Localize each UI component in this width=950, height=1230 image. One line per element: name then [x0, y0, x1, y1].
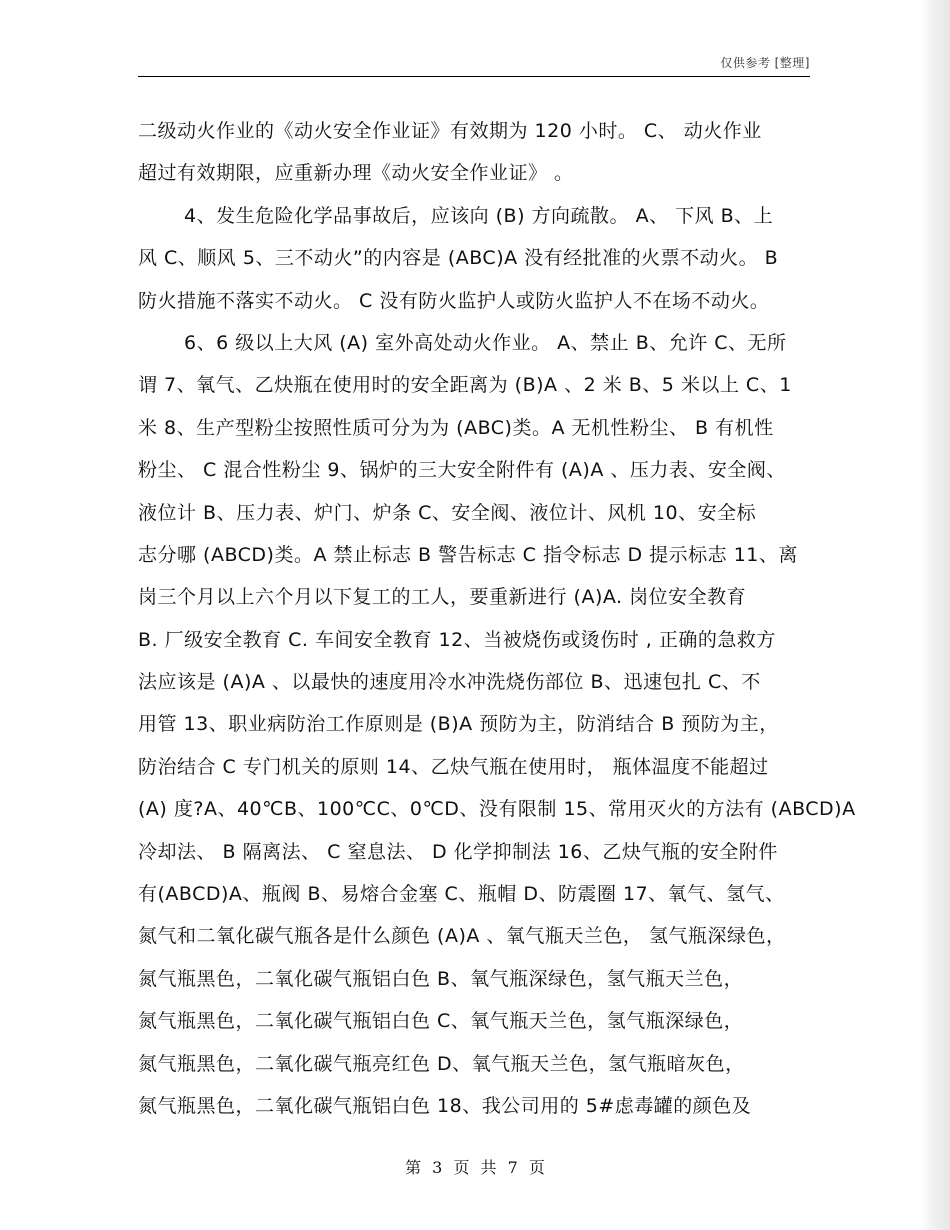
text-line: (A) 度?A、40℃B、100℃C、0℃D、没有限制 15、常用灭火的方法有 (ABCD)A: [138, 798, 856, 821]
text-line: 液位计 B、压力表、炉门、炉条 C、安全阀、液位计、风机 10、安全标: [138, 501, 757, 524]
text-line: 有(ABCD)A、瓶阀 B、易熔合金塞 C、瓶帽 D、防震圈 17、氧气、氢气、: [138, 883, 785, 906]
text-line: 氮气和二氧化碳气瓶各是什么颜色 (A)A 、氧气瓶天兰色， 氢气瓶深绿色，: [138, 925, 786, 948]
text-line: 6、6 级以上大风 (A) 室外高处动火作业。 A、禁止 B、允许 C、无所: [184, 331, 787, 354]
header-note: 仅供参考 [整理]: [720, 56, 810, 70]
text-line: 志分哪 (ABCD)类。A 禁止标志 B 警告标志 C 指令标志 D 提示标志 11、离: [138, 543, 798, 566]
page-number: 第 3 页 共 7 页: [405, 1158, 545, 1177]
text-line: 二级动火作业的《动火安全作业证》有效期为 120 小时。 C、 动火作业: [138, 120, 762, 142]
body-text: [138, 110, 856, 1127]
text-line: 岗三个月以上六个月以下复工的工人，要重新进行 (A)A. 岗位安全教育: [138, 586, 747, 609]
text-line: 4、发生危险化学品事故后，应该向 (B) 方向疏散。 A、 下风 B、上: [184, 204, 774, 227]
text-line: 氮气瓶黑色，二氧化碳气瓶铝白色 18、我公司用的 5#虑毒罐的颜色及: [138, 1094, 752, 1117]
text-line: 防治结合 C 专门机关的原则 14、乙炔气瓶在使用时， 瓶体温度不能超过: [138, 755, 769, 778]
text-line: 法应该是 (A)A 、以最快的速度用冷水冲洗烧伤部位 B、迅速包扎 C、不: [138, 671, 761, 694]
header-divider: [138, 76, 810, 77]
text-line: 谓 7、氧气、乙炔瓶在使用时的安全距离为 (B)A 、2 米 B、5 米以上 C、1: [138, 374, 792, 397]
text-line: 冷却法、 B 隔离法、 C 窒息法、 D 化学抑制法 16、乙炔气瓶的安全附件: [138, 840, 778, 863]
text-line: 氮气瓶黑色，二氧化碳气瓶铝白色 C、氧气瓶天兰色，氢气瓶深绿色，: [138, 1010, 744, 1033]
text-line: 粉尘、 C 混合性粉尘 9、锅炉的三大安全附件有 (A)A 、压力表、安全阀、: [138, 459, 786, 482]
text-line: 超过有效期限，应重新办理《动火安全作业证》 。: [138, 162, 574, 185]
text-line: 氮气瓶黑色，二氧化碳气瓶亮红色 D、氧气瓶天兰色，氢气瓶暗灰色，: [138, 1052, 745, 1075]
text-line: 用管 13、职业病防治工作原则是 (B)A 预防为主，防消结合 B 预防为主，: [138, 713, 779, 736]
text-line: B. 厂级安全教育 C. 车间安全教育 12、当被烧伤或烫伤时 , 正确的急救方: [138, 628, 776, 651]
page-edge-shadow: [922, 0, 950, 1230]
text-line: 氮气瓶黑色，二氧化碳气瓶铝白色 B、氧气瓶深绿色，氢气瓶天兰色，: [138, 967, 744, 990]
text-line: 风 C、顺风 5、三不动火”的内容是 (ABC)A 没有经批准的火票不动火。 B: [138, 247, 779, 270]
text-line: 米 8、生产型粉尘按照性质可分为为 (ABC)类。A 无机性粉尘、 B 有机性: [138, 416, 774, 439]
text-line: 防火措施不落实不动火。 C 没有防火监护人或防火监护人不在场不动火。: [138, 289, 770, 312]
